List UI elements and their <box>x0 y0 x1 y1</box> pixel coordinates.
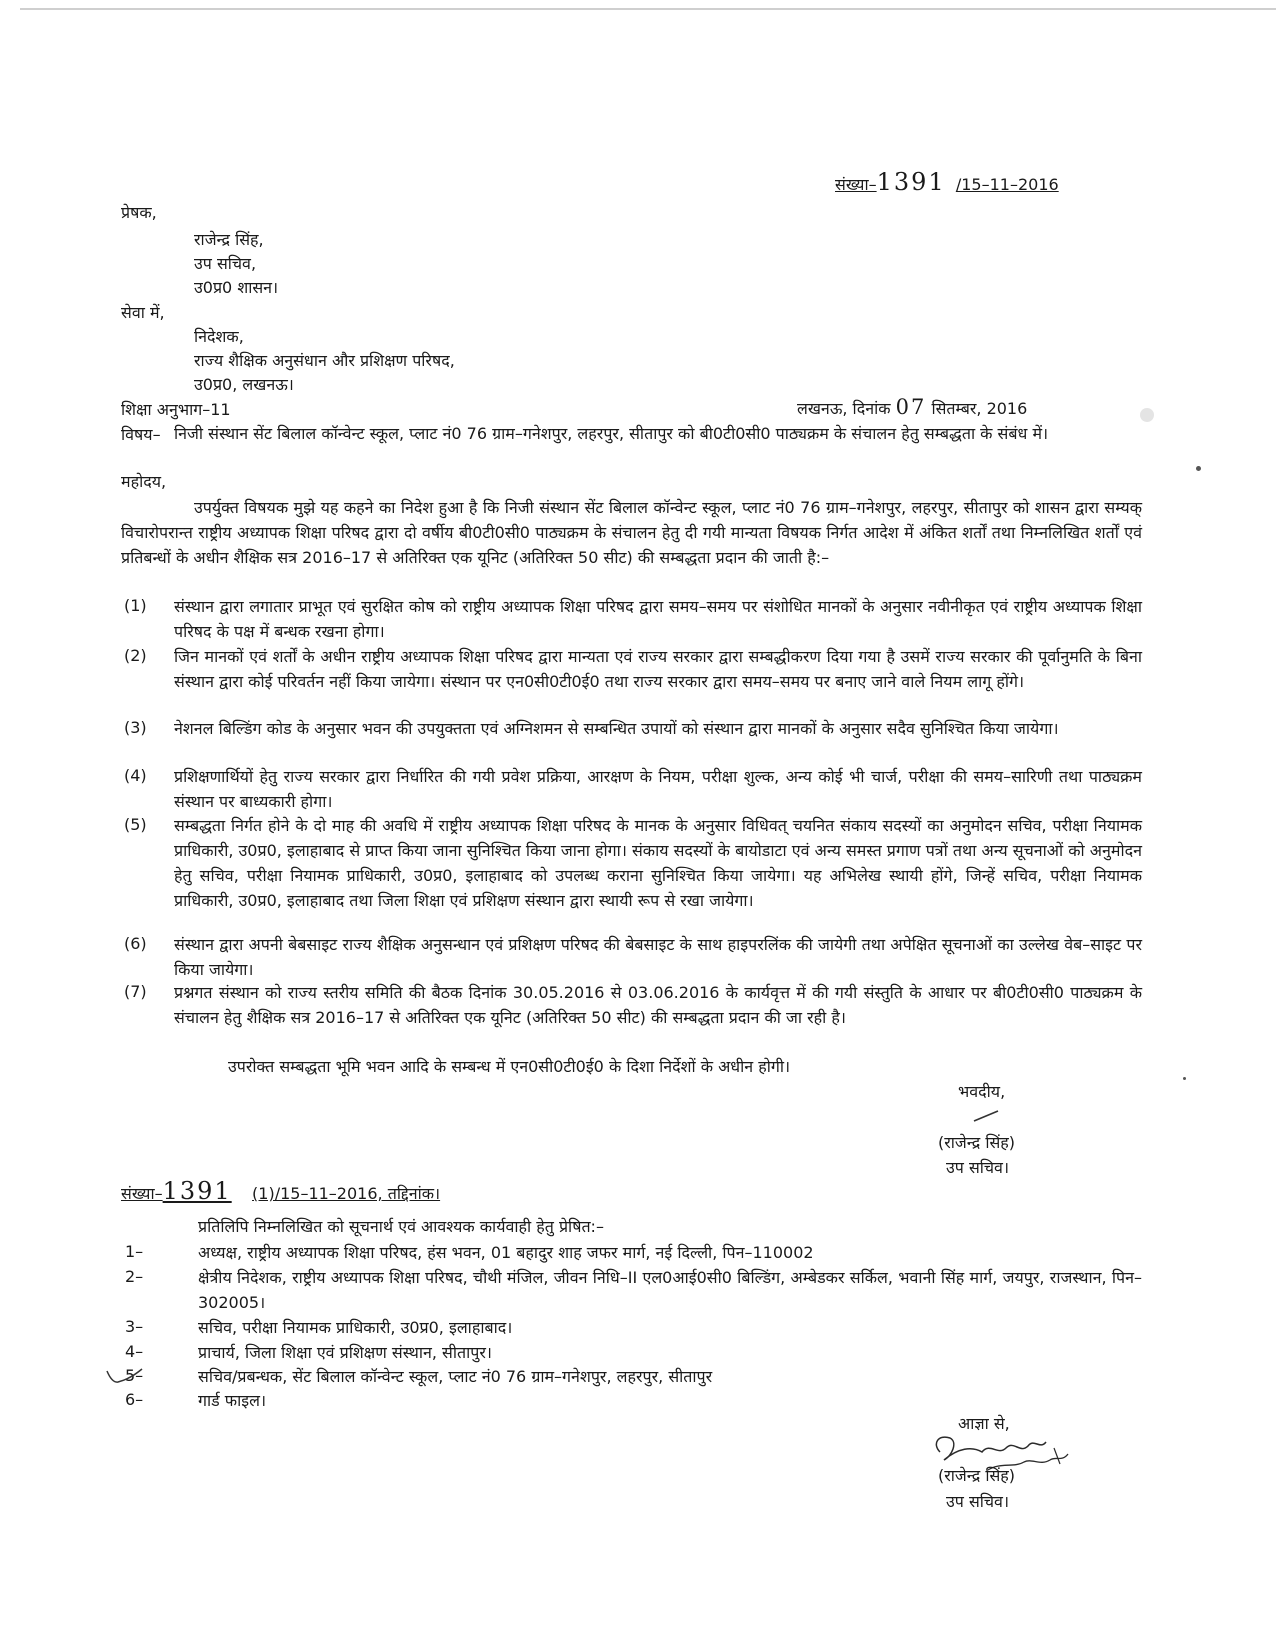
condition-number: (2) <box>124 646 147 665</box>
signatory-designation: उप सचिव। <box>946 1158 1010 1177</box>
scan-speck <box>1196 466 1201 471</box>
subject-label: विषय– <box>121 425 161 444</box>
date-prefix: लखनऊ, दिनांक <box>797 399 891 418</box>
condition-text: प्रशिक्षणार्थियों हेतु राज्य सरकार द्वारा निर्धारित की गयी प्रवेश प्रक्रिया, आरक्षण के नियम, परीक्षा शुल्क, अन्य कोई भी चार्ज, परीक्षा की समय–सारिणी तथा पाठ्यक्रम संस्थान पर बाध्यकारी होगा। <box>174 767 1142 811</box>
condition-text: नेशनल बिल्डिंग कोड के अनुसार भवन की उपयुक्तता एवं अग्निशमन से सम्बन्धित उपायों को संस्थान द्वारा मानकों के अनुसार सदैव सुनिश्चित किया जायेगा। <box>174 719 1059 738</box>
copy-item-text: प्राचार्य, जिला शिक्षा एवं प्रशिक्षण संस्थान, सीतापुर। <box>198 1343 492 1362</box>
handwritten-copy-ref-no: 1391 <box>162 1177 232 1205</box>
copy-item-text: क्षेत्रीय निदेशक, राष्ट्रीय अध्यापक शिक्षा परिषद, चौथी मंजिल, जीवन निधि–II एल0आई0सी0 बिल्डिंग, अम्बेडकर सर्किल, भवानी सिंह मार्ग, जयपुर, राजस्थान, पिन–302005। <box>198 1268 1142 1312</box>
sender-label: प्रेषक, <box>121 203 157 222</box>
condition-text: जिन मानकों एवं शर्तों के अधीन राष्ट्रीय अध्यापक शिक्षा परिषद द्वारा मान्यता एवं राज्य सरकार द्वारा सम्बद्धीकरण दिया गया है उसमें राज्य सरकार की पूर्वानुमति के बिना संस्थान द्वारा कोई परिवर्तन नहीं किया जायेगा। संस्थान पर एन0सी0टी0ई0 तथा राज्य सरकार द्वारा समय–समय पर बनाए जाने वाले नियम लागू होंगे। <box>174 647 1142 691</box>
copy-ref-label: संख्या– <box>121 1184 163 1203</box>
sender-designation: उप सचिव, <box>194 254 257 273</box>
closing-note: उपरोक्त सम्बद्धता भूमि भवन आदि के सम्बन्ध में एन0सी0टी0ई0 के दिशा निर्देशों के अधीन होगी। <box>228 1057 791 1076</box>
signature-mark <box>972 1108 1002 1124</box>
ref-date: /15–11–2016 <box>955 175 1059 194</box>
recipient-label: सेवा में, <box>121 303 165 322</box>
handwritten-tick-mark <box>104 1365 146 1387</box>
date-rest: सितम्बर, 2016 <box>931 399 1028 418</box>
condition-text: संस्थान द्वारा अपनी बेबसाइट राज्य शैक्षिक अनुसन्धान एवं प्रशिक्षण परिषद की बेबसाइट के साथ हाइपरलिंक की जायेगी तथा अपेक्षित सूचनाओं का उल्लेख वेब–साइट पर किया जायेगा। <box>174 935 1142 979</box>
copy-ref-rest: (1)/15–11–2016, तद्दिनांक। <box>252 1184 441 1203</box>
handwritten-ref-no: 1391 <box>876 168 946 196</box>
recipient-org: राज्य शैक्षिक अनुसंधान और प्रशिक्षण परिषद, <box>194 351 455 370</box>
sender-govt: उ0प्र0 शासन। <box>194 278 279 297</box>
salutation: महोदय, <box>121 472 167 491</box>
condition-number: (3) <box>124 718 147 737</box>
copy-item-text: सचिव/प्रबन्धक, सेंट बिलाल कॉन्वेन्ट स्कूल, प्लाट नं0 76 ग्राम–गनेशपुर, लहरपुर, सीतापुर <box>198 1367 713 1386</box>
sender-name: राजेन्द्र सिंह, <box>194 230 264 249</box>
copy-item-text: अध्यक्ष, राष्ट्रीय अध्यापक शिक्षा परिषद, हंस भवन, 01 बहादुर शाह जफर मार्ग, नई दिल्ली, पिन–110002 <box>198 1243 814 1262</box>
section-name: शिक्षा अनुभाग–11 <box>121 400 231 419</box>
copy-item-number: 1– <box>125 1242 144 1261</box>
scan-speck <box>1183 1077 1186 1080</box>
recipient-place: उ0प्र0, लखनऊ। <box>194 375 294 394</box>
reference-number <box>835 168 1059 196</box>
letter-date <box>797 396 1027 420</box>
condition-number: (4) <box>124 766 147 785</box>
handwritten-day: 07 <box>895 395 927 419</box>
closing-bhavadiya: भवदीय, <box>958 1082 1006 1101</box>
copy-item-number: 5– <box>125 1366 144 1385</box>
signatory-name: (राजेन्द्र सिंह) <box>938 1133 1016 1152</box>
intro-paragraph: उपर्युक्त विषयक मुझे यह कहने का निदेश हुआ है कि निजी संस्थान सेंट बिलाल कॉन्वेन्ट स्कूल, प्लाट नं0 76 ग्राम–गनेशपुर, लहरपुर, सीतापुर को शासन द्वारा सम्यक् विचारोपरान्त राष्ट्रीय अध्यापक शिक्षा परिषद द्वारा दो वर्षीय बी0टी0सी0 पाठ्यक्रम के संचालन हेतु दी गयी मान्यता विषयक निर्गत आदेश में अंकित शर्तों तथा निम्नलिखित शर्तों एवं प्रतिबन्धों के अधीन शैक्षिक सत्र 2016–17 से अतिरिक्त एक यूनिट (अतिरिक्त 50 सीट) की सम्बद्धता प्रदान की जाती है:– <box>121 498 1142 567</box>
final-signatory-designation: उप सचिव। <box>946 1492 1010 1511</box>
condition-text: सम्बद्धता निर्गत होने के दो माह की अवधि में राष्ट्रीय अध्यापक शिक्षा परिषद के मानक के अनुसार विधिवत् चयनित संकाय सदस्यों का अनुमोदन सचिव, परीक्षा नियामक प्राधिकारी, उ0प्र0, इलाहाबाद से प्राप्त किया जाना सुनिश्चित किया जाना होगा। संकाय सदस्यों के बायोडाटा एवं अन्य समस्त प्रगाण पत्रों तथा अन्य सूचनाओं को अनुमोदन हेतु सचिव, परीक्षा नियामक प्राधिकारी, उ0प्र0, इलाहाबाद को उपलब्ध कराना सुनिश्चित किया जायेगा। यह अभिलेख स्थायी होंगे, जिन्हें सचिव, परीक्षा नियामक प्राधिकारी, उ0प्र0, इलाहाबाद तथा जिला शिक्षा एवं प्रशिक्षण संस्थान द्वारा स्थायी रूप से रखा जायेगा। <box>174 816 1143 910</box>
copy-item-text: सचिव, परीक्षा नियामक प्राधिकारी, उ0प्र0, इलाहाबाद। <box>198 1318 513 1337</box>
condition-number: (1) <box>124 596 147 615</box>
copy-item-number: 4– <box>125 1342 144 1361</box>
ref-label: संख्या– <box>835 175 877 194</box>
condition-number: (5) <box>124 815 147 834</box>
scan-smudge <box>1140 408 1154 422</box>
copy-item-number: 2– <box>125 1267 144 1286</box>
by-order-text: आज्ञा से, <box>958 1414 1010 1433</box>
condition-text: प्रश्नगत संस्थान को राज्य स्तरीय समिति की बैठक दिनांक 30.05.2016 से 03.06.2016 के कार्यवृत्त में की गयी संस्तुति के आधार पर बी0टी0सी0 पाठ्यक्रम के संचालन हेतु शैक्षिक सत्र 2016–17 से अतिरिक्त एक यूनिट (अतिरिक्त 50 सीट) की सम्बद्धता प्रदान की जा रही है। <box>174 983 1142 1027</box>
subject-text: निजी संस्थान सेंट बिलाल कॉन्वेन्ट स्कूल, प्लाट नं0 76 ग्राम–गनेशपुर, लहरपुर, सीतापुर को बी0टी0सी0 पाठ्यक्रम के संचालन हेतु सम्बद्धता के संबंध में। <box>174 424 1049 443</box>
condition-number: (6) <box>124 934 147 953</box>
copy-reference <box>121 1177 441 1205</box>
recipient-title: निदेशक, <box>194 327 244 346</box>
final-signatory-name: (राजेन्द्र सिंह) <box>938 1466 1016 1485</box>
copy-item-text: गार्ड फाइल। <box>198 1391 267 1410</box>
condition-number: (7) <box>124 982 147 1001</box>
condition-text: संस्थान द्वारा लगातार प्राभूत एवं सुरक्षित कोष को राष्ट्रीय अध्यापक शिक्षा परिषद द्वारा समय–समय पर संशोधित मानकों के अनुसार नवीनीकृत एवं राष्ट्रीय अध्यापक शिक्षा परिषद के पक्ष में बन्धक रखना होगा। <box>174 597 1142 641</box>
copy-item-number: 3– <box>125 1317 144 1336</box>
scan-top-edge <box>20 8 1276 10</box>
copy-intro: प्रतिलिपि निम्नलिखित को सूचनार्थ एवं आवश्यक कार्यवाही हेतु प्रेषित:– <box>198 1217 604 1236</box>
copy-item-number: 6– <box>125 1390 144 1409</box>
